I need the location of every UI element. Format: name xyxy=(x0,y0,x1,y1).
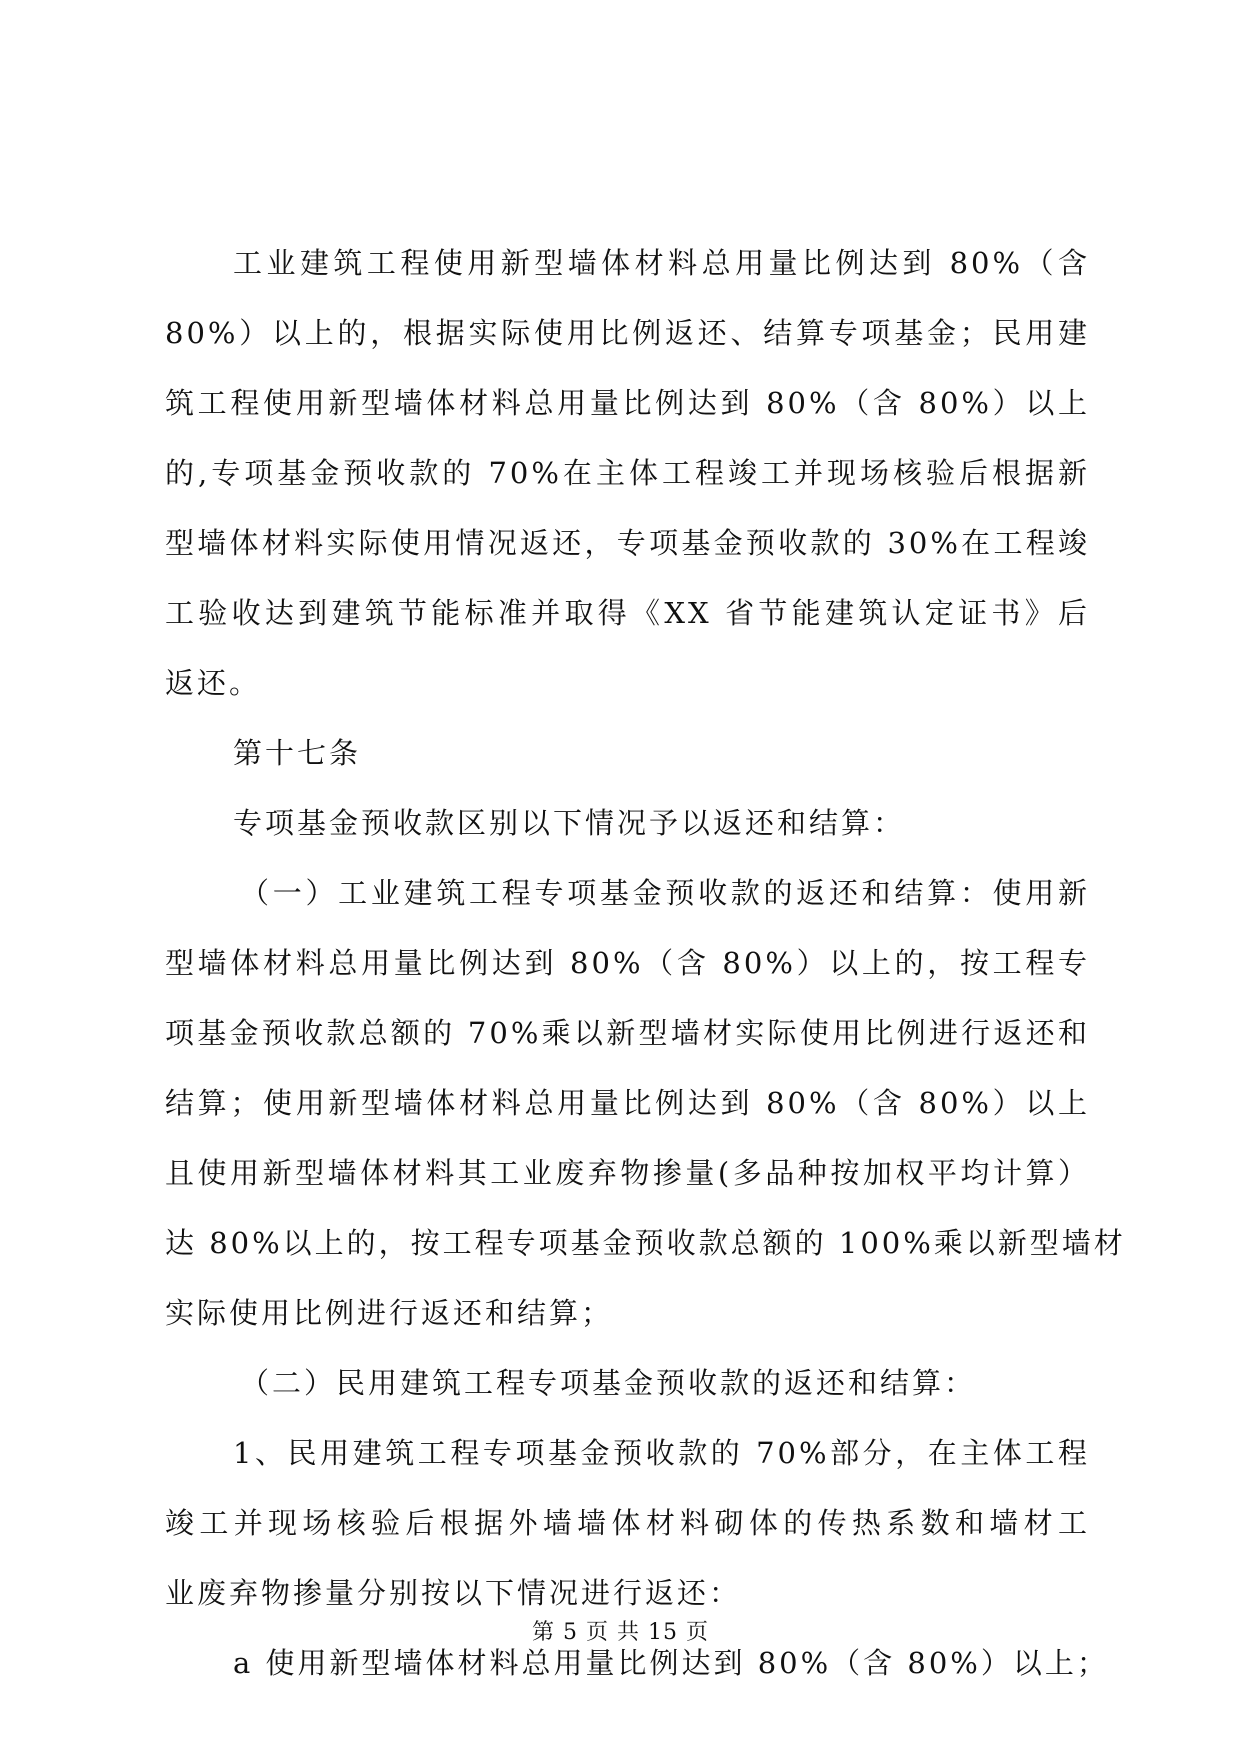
paragraph-line: a 使用新型墙体材料总用量比例达到 80%（含 80%）以上； xyxy=(233,1646,1109,1680)
paragraph-line: 工业建筑工程使用新型墙体材料总用量比例达到 80%（含 xyxy=(233,246,1090,280)
paragraph-line: 型墙体材料实际使用情况返还，专项基金预收款的 30%在工程竣 xyxy=(165,526,1090,560)
paragraph-line: 达 80%以上的，按工程专项基金预收款总额的 100%乘以新型墙材 xyxy=(165,1226,1126,1260)
paragraph-line: 80%）以上的，根据实际使用比例返还、结算专项基金；民用建 xyxy=(165,316,1090,350)
paragraph-line: 型墙体材料总用量比例达到 80%（含 80%）以上的，按工程专 xyxy=(165,946,1090,980)
paragraph-line: 竣工并现场核验后根据外墙墙体材料砌体的传热系数和墙材工 xyxy=(165,1506,1090,1540)
page-footer: 第 5 页 共 15 页 xyxy=(532,1620,709,1645)
paragraph-line: 筑工程使用新型墙体材料总用量比例达到 80%（含 80%）以上 xyxy=(165,386,1090,420)
paragraph-line: 的,专项基金预收款的 70%在主体工程竣工并现场核验后根据新 xyxy=(165,456,1090,490)
paragraph-line: 项基金预收款总额的 70%乘以新型墙材实际使用比例进行返还和 xyxy=(165,1016,1090,1050)
paragraph-line: （一）工业建筑工程专项基金预收款的返还和结算：使用新 xyxy=(240,876,1090,910)
paragraph-line: 返还。 xyxy=(165,666,262,700)
paragraph-line: 结算；使用新型墙体材料总用量比例达到 80%（含 80%）以上 xyxy=(165,1086,1090,1120)
document-body xyxy=(165,228,1126,1698)
paragraph-line: 1、民用建筑工程专项基金预收款的 70%部分，在主体工程 xyxy=(233,1436,1090,1470)
paragraph-line: 专项基金预收款区别以下情况予以返还和结算： xyxy=(233,806,906,840)
paragraph-line: 工验收达到建筑节能标准并取得《XX 省节能建筑认定证书》后 xyxy=(165,596,1090,630)
paragraph-line: 实际使用比例进行返还和结算； xyxy=(165,1296,614,1330)
paragraph-line: （二）民用建筑工程专项基金预收款的返还和结算： xyxy=(240,1366,977,1400)
paragraph-line: 且使用新型墙体材料其工业废弃物掺量(多品种按加权平均计算） xyxy=(165,1156,1090,1190)
paragraph-line: 业废弃物掺量分别按以下情况进行返还： xyxy=(165,1576,742,1610)
article-heading: 第十七条 xyxy=(233,736,362,770)
